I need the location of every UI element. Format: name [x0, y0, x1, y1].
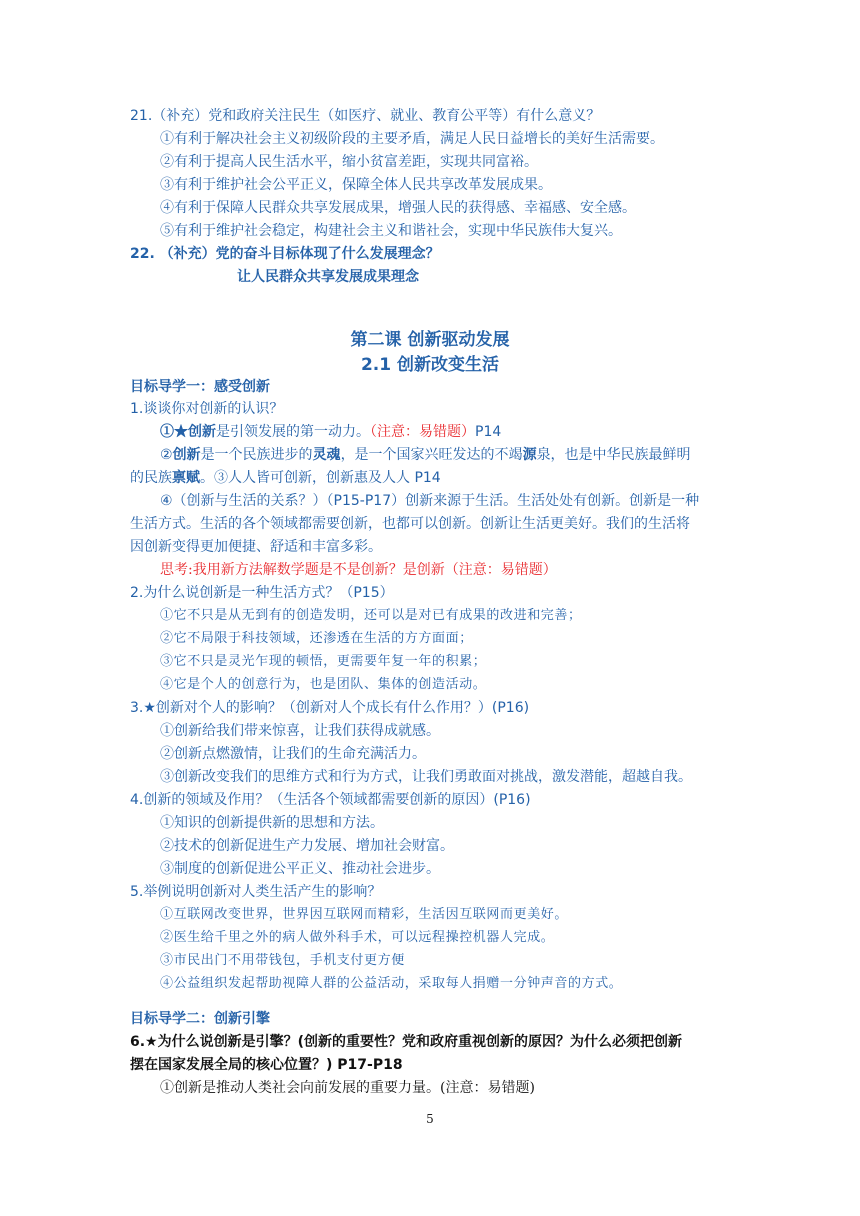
q1-line-1 [160, 423, 501, 441]
q2-heading: 2.为什么说创新是一种生活方式？（P15） [130, 585, 394, 601]
lesson-subtitle: 2.1 创新改变生活 [360, 355, 500, 375]
q4-answer-2: ②技术的创新促进生产力发展、增加社会财富。 [160, 838, 454, 854]
q1-l1-text: 是引领发展的第一动力。 [216, 424, 370, 440]
q21-answer-1: ①有利于解决社会主义初级阶段的主要矛盾，满足人民日益增长的美好生活需要。 [160, 131, 664, 147]
q1-l2-text-2: ，是一个国家兴旺发达的不竭 [340, 447, 523, 463]
q21-answer-3: ③有利于维护社会公平正义，保障全体人民共享改革发展成果。 [160, 177, 552, 193]
q6-heading-line-2: 摆在国家发展全局的核心位置？) P17-P18 [130, 1057, 403, 1073]
q2-answer-1: ①它不只是从无到有的创造发明，还可以是对已有成果的改进和完善； [160, 608, 582, 623]
q1-line-6: 因创新变得更加便捷、舒适和丰富多彩。 [130, 539, 382, 555]
q6-heading-line-1: 6.★为什么说创新是引擎？(创新的重要性？党和政府重视创新的原因？为什么必须把创新 [130, 1034, 683, 1050]
q2-answer-4: ④它是个人的创意行为，也是团队、集体的创造活动。 [160, 677, 487, 692]
q1-line-5: 生活方式。生活的各个领域都需要创新，也都可以创新。创新让生活更美好。我们的生活将 [130, 516, 690, 532]
q1-l2-bold-2: 灵魂 [312, 447, 341, 463]
q1-line-4 [160, 492, 699, 510]
q1-think-note: 思考:我用新方法解数学题是不是创新？是创新（注意：易错题） [160, 562, 557, 578]
q1-l3-text-1: 的民族 [130, 470, 172, 486]
q3-answer-2: ②创新点燃激情，让我们的生命充满活力。 [160, 746, 426, 762]
q1-heading: 1.谈谈你对创新的认识？ [130, 401, 284, 417]
q22-answer: 让人民群众共享发展成果理念 [237, 269, 419, 285]
q2-answer-2: ②它不局限于科技领域，还渗透在生活的方方面面； [160, 631, 473, 646]
q3-heading: 3.★创新对个人的影响？（创新对人个成长有什么作用？）(P16) [130, 700, 530, 716]
q1-l2-num: ② [160, 447, 173, 463]
q1-l3-bold: 禀赋 [172, 470, 200, 486]
q1-line-3 [130, 469, 441, 487]
q21-answer-5: ⑤有利于维护社会稳定，构建社会主义和谐社会，实现中华民族伟大复兴。 [160, 223, 622, 239]
q4-heading: 4.创新的领域及作用？（生活各个领域都需要创新的原因）(P16) [130, 792, 531, 808]
q5-answer-3: ③市民出门不用带钱包，手机支付更方便 [160, 953, 405, 968]
q2-answer-3: ③它不只是灵光乍现的顿悟，更需要年复一年的积累； [160, 654, 487, 669]
q6-answer-1: ①创新是推动人类社会向前发展的重要力量。(注意：易错题) [160, 1080, 535, 1096]
q21-answer-2: ②有利于提高人民生活水平，缩小贫富差距，实现共同富裕。 [160, 154, 538, 170]
q1-l3-page: P14 [410, 470, 441, 486]
q1-line-2 [160, 446, 691, 464]
q1-l2-text-1: 是一个民族进步的 [200, 447, 313, 463]
q1-l4-text: 创新来源于生活。生活处处有创新。创新是一种 [405, 493, 700, 509]
q1-l1-page: P14 [475, 424, 502, 440]
q4-answer-3: ③制度的创新促进公平正义、推动社会进步。 [160, 861, 440, 877]
q1-l2-bold-1: 创新 [172, 447, 201, 463]
lesson-title: 第二课 创新驱动发展 [350, 330, 510, 350]
q1-l2-text-3: 泉，也是中华民族最鲜明 [536, 447, 691, 463]
q3-answer-3: ③创新改变我们的思维方式和行为方式，让我们勇敢面对挑战，激发潜能，超越自我。 [160, 769, 692, 785]
q5-answer-4: ④公益组织发起帮助视障人群的公益活动，采取每人捐赠一分钟声音的方式。 [160, 976, 623, 991]
q1-l4-ref: ④（创新与生活的关系？）（P15-P17） [160, 493, 406, 509]
page-number: 5 [426, 1112, 434, 1126]
q5-heading: 5.举例说明创新对人类生活产生的影响？ [130, 884, 382, 900]
section-heading-guide-1: 目标导学一：感受创新 [130, 379, 270, 395]
section-heading-guide-2: 目标导学二：创新引擎 [130, 1011, 270, 1027]
q1-l1-note: （注意：易错题） [370, 424, 475, 440]
q1-l1-star: ①★创新 [160, 424, 216, 440]
q1-l2-bold-3: 源 [522, 447, 537, 463]
q22-heading: 22. （补充）党的奋斗目标体现了什么发展理念？ [130, 246, 440, 262]
q1-l3-text-2: 。③人人皆可创新，创新惠及人人 [200, 470, 410, 486]
q21-answer-4: ④有利于保障人民群众共享发展成果，增强人民的获得感、幸福感、安全感。 [160, 200, 636, 216]
q5-answer-1: ①互联网改变世界，世界因互联网而精彩，生活因互联网而更美好。 [160, 907, 569, 922]
q4-answer-1: ①知识的创新提供新的思想和方法。 [160, 815, 384, 831]
q3-answer-1: ①创新给我们带来惊喜，让我们获得成就感。 [160, 723, 440, 739]
q21-heading: 21.（补充）党和政府关注民生（如医疗、就业、教育公平等）有什么意义？ [130, 108, 601, 124]
q5-answer-2: ②医生给千里之外的病人做外科手术，可以远程操控机器人完成。 [160, 930, 555, 945]
